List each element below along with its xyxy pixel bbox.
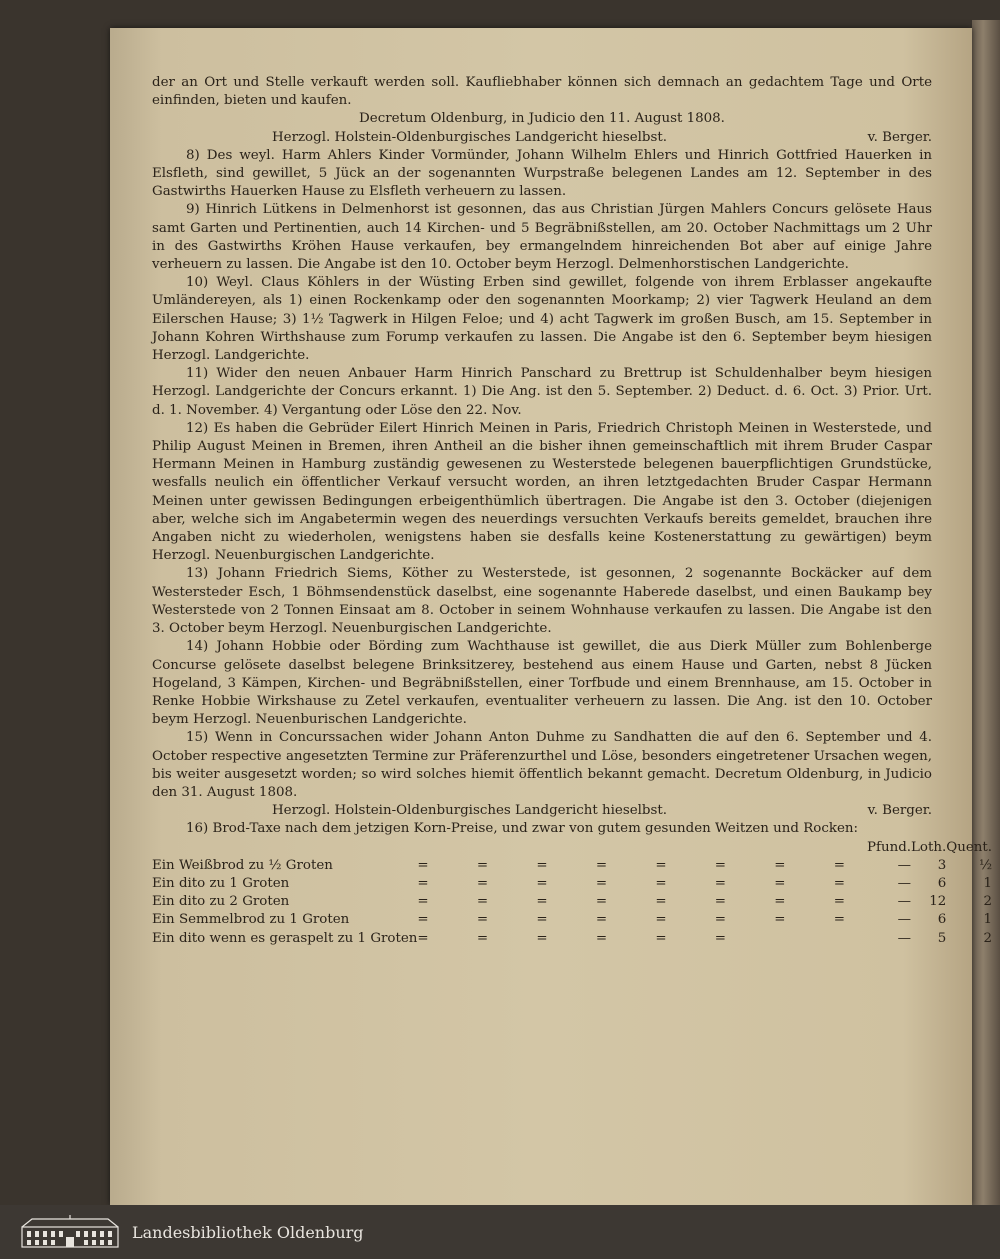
brod-header-cell: Quent. [946, 839, 993, 855]
brod-cell-pfund: — [897, 930, 912, 946]
court-name: Herzogl. Holstein-Oldenburgisches Landgericht hieselbst. [272, 129, 668, 145]
brod-cell-dots: = = = = = = [417, 930, 749, 946]
paragraph-13: 13) Johann Friedrich Siems, Köther zu Westerstede, ist gesonnen, 2 sogenannte Bockäcker auf dem Westersteder Esch, 1 Böhmsendenstück daselbst, eine sogenannte Haberede daselbst, und einen Baukamp bey Westerstede von 2 Tonnen Einsaat am 8. October in seinem Wohnhause verkaufen zu lassen. Die Angabe ist den 3. October beym Herzogl. Neuenburgischen Landgerichte. [152, 566, 932, 637]
library-building-icon [18, 1215, 122, 1249]
brod-row [152, 911, 992, 929]
brod-cell-dots: = = = = = = = = [417, 857, 867, 873]
brod-taxe-table [152, 839, 992, 948]
paragraph-14: 14) Johann Hobbie oder Börding zum Wachthause ist gewillet, die aus Dierk Müller zum Bohlenberge Concurse gelösete daselbst belegene Brinksitzerey, bestehend aus einem Hause und Garten, nebst 8 Jücken Hogeland, 3 Kämpen, Kirchen- und Begräbnißstellen, einer Torfbude und einem Brennhause, am 15. October in Renke Hobbie Wirkshause zu Zetel verkaufen, eventualiter verheuern zu lassen. Die Ang. ist den 10. October beym Herzogl. Neuenburischen Landgerichte. [152, 639, 932, 728]
brod-header-cell [417, 839, 867, 857]
paragraph-8: 8) Des weyl. Harm Ahlers Kinder Vormünder, Johann Wilhelm Ehlers und Hinrich Gottfried Hauerken in Elsfleth, sind gewillet, 5 Jück an der sogenannten Wurpstraße belegenen Landes am 12. September in des Gastwirths Hauerken Hause zu Elsfleth verheuern zu lassen. [152, 147, 932, 200]
book-gutter [972, 20, 1000, 1205]
brod-cell-pfund: — [897, 857, 912, 873]
paragraph-10: 10) Weyl. Claus Köhlers in der Wüsting Erben sind gewillet, folgende von ihrem Erblasser angekaufte Umländereyen, als 1) einen Rockenkamp oder den sogenannten Moorkamp; 2) vier Tagwerk Heuland an dem Eilerschen Hause; 3) 1½ Tagwerk in Hilgen Feloe; und 4) acht Tagwerk im großen Busch, am 15. September in Johann Kohren Wirthshause zum Forump verkaufen zu lassen. Die Angabe ist den 6. September beym hiesigen Herzogl. Landgerichte. [152, 275, 932, 364]
brod-cell-quent: ½ [979, 857, 993, 873]
brod-cell-item: Ein dito zu 1 Groten [152, 875, 290, 891]
library-name: Landesbibliothek Oldenburg [132, 1222, 364, 1242]
brod-cell-loth: 5 [937, 930, 947, 946]
brod-cell-dots: = = = = = = = = [417, 912, 867, 928]
brod-cell-item: Ein Semmelbrod zu 1 Groten [152, 912, 350, 928]
brod-cell-quent: 1 [983, 875, 993, 891]
paragraph-continuation: der an Ort und Stelle verkauft werden soll. Kaufliebhaber können sich demnach an gedachtem Tage und Orte einfinden, bieten und kaufen. [152, 75, 932, 109]
brod-cell-pfund: — [897, 875, 912, 891]
paragraph-15: 15) Wenn in Concurssachen wider Johann Anton Duhme zu Sandhatten die auf den 6. September und 4. October respective angesetzten Termine zur Präferenzurthel und Löse, besonders eingetretener Ursachen wegen, bis weiter ausgesetzt worden; so wird solches hiemit öffentlich bekannt gemacht. Decretum Oldenburg, in Judicio den 31. August 1808. [152, 730, 932, 800]
brod-header-cell [152, 839, 417, 857]
library-footer [0, 1205, 1000, 1259]
paragraph-12: 12) Es haben die Gebrüder Eilert Hinrich Meinen in Paris, Friedrich Christoph Meinen in Westerstede, und Philip August Meinen in Bremen, ihren Antheil an die bisher ihnen gemeinschaftlich mit ihrem Bruder Caspar Hermann Meinen in Hamburg zuständig gewesenen zu Westerstede belegenen bauerpflichtigen Grundstücke, wesfalls neulich ein öffentlicher Verkauf versucht worden, an ihren letztgedachten Bruder Caspar Hermann Meinen unter gewissen Bedingungen erbeigenthümlich übertragen. Die Angabe ist den 3. October (diejenigen aber, welche sich im Angabetermin wegen des neuerdings versuchten Verkaufs bereits gemeldet, brauchen ihre Angaben nicht zu wiederholen, wenigstens haben sie desfalls keine Kostenerstattung zu gewärtigen) beym Herzogl. Neuenburgischen Landgerichte. [152, 420, 932, 564]
brod-cell-pfund: — [897, 912, 912, 928]
brod-header-cell: Loth. [911, 839, 947, 855]
paragraph-16: 16) Brod-Taxe nach dem jetzigen Korn-Preise, und zwar von gutem gesunden Weitzen und Rocken: [186, 821, 859, 837]
document-text [152, 74, 993, 948]
brod-header-row [152, 839, 992, 857]
brod-cell-item: Ein Weißbrod zu ½ Groten [152, 857, 333, 873]
brod-cell-loth: 6 [937, 912, 947, 928]
brod-row [152, 875, 992, 893]
brod-cell-item: Ein dito zu 2 Groten [152, 894, 290, 910]
brod-row [152, 930, 992, 948]
signature-line-2 [152, 802, 932, 820]
brod-header-cell: Pfund. [866, 839, 912, 855]
brod-taxe-body [152, 839, 992, 948]
brod-row [152, 857, 992, 875]
signature-name: v. Berger. [867, 803, 932, 819]
brod-cell-quent: 2 [983, 930, 993, 946]
brod-cell-dots: = = = = = = = = [417, 875, 867, 891]
brod-cell-loth: 6 [937, 875, 947, 891]
brod-cell-dots: = = = = = = = = [417, 894, 867, 910]
signature-line-1 [152, 129, 932, 147]
brod-cell-quent: 1 [983, 912, 993, 928]
paragraph-11: 11) Wider den neuen Anbauer Harm Hinrich Panschard zu Brettrup ist Schuldenhalber beym hiesigen Herzogl. Landgerichte der Concurs erkannt. 1) Die Ang. ist den 5. September. 2) Deduct. d. 6. Oct. 3) Prior. Urt. d. 1. November. 4) Vergantung oder Löse den 22. Nov. [152, 366, 932, 418]
court-name: Herzogl. Holstein-Oldenburgisches Landgericht hieselbst. [272, 803, 668, 819]
paragraph-9: 9) Hinrich Lütkens in Delmenhorst ist gesonnen, das aus Christian Jürgen Mahlers Concurs gelösete Haus samt Garten und Pertinentien, auch 14 Kirchen- und 5 Begräbnißstellen, am 20. October Nachmittags um 2 Uhr in des Gastwirths Kröhen Hause verkaufen, bey ermangelndem hinreichenden Bot aber auf einige Jahre verheuern zu lassen. Die Angabe ist den 10. October beym Herzogl. Delmenhorstischen Landgerichte. [152, 202, 932, 273]
brod-cell-quent: 2 [983, 894, 993, 910]
signature-name: v. Berger. [867, 129, 932, 145]
brod-cell-item: Ein dito wenn es geraspelt zu 1 Groten [152, 930, 418, 946]
brod-cell-loth: 3 [937, 857, 947, 873]
decretum-line: Decretum Oldenburg, in Judicio den 11. August 1808. [359, 111, 725, 127]
brod-cell-loth: 12 [929, 894, 947, 910]
brod-cell-pfund: — [897, 894, 912, 910]
brod-row [152, 893, 992, 911]
